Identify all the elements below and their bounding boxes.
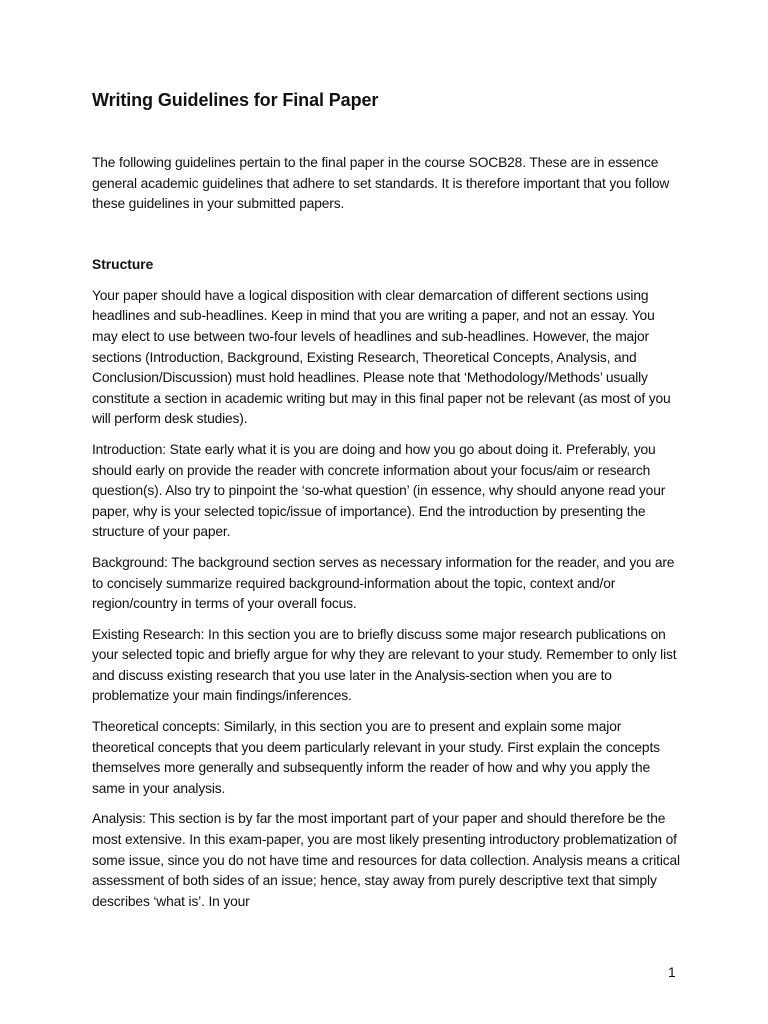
- paragraph-existing-research: Existing Research: In this section you are to briefly discuss some major research publications on your selected topic and briefly argue for why they are relevant to your study. Remember to only list and discuss existing research that you use later in the Analysis-section when you are to problematize your main findings/inferences.: [92, 626, 677, 704]
- paragraph-theoretical-concepts: Theoretical concepts: Similarly, in this section you are to present and explain some major theoretical concepts that you deem particularly relevant in your study. First explain the concepts themselves more generally and subsequently inform the reader of how and why you apply the same in your analysis.: [92, 719, 660, 796]
- intro-paragraph: The following guidelines pertain to the final paper in the course SOCB28. These are in essence general academic guidelines that adhere to set standards. It is therefore important that you follow these guidelines in your submitted papers.: [92, 155, 670, 212]
- structure-heading: Structure: [92, 256, 154, 272]
- document-body: [92, 153, 682, 922]
- paragraph-background: Background: The background section serves as necessary information for the reader, and you are to concisely summarize required background-information about the topic, context and/or region/country in terms of your overall focus.: [92, 554, 675, 612]
- paragraph-analysis: Analysis: This section is by far the most important part of your paper and should therefore be the most extensive. In this exam-paper, you are most likely presenting introductory problematization of some issue, since you do not have time and resources for data collection. Analysis means a critical assessment of both sides of an issue; hence, stay away from purely descriptive text that simply describes ‘what is’. In your: [92, 811, 680, 909]
- paragraph-introduction: Introduction: State early what it is you are doing and how you go about doing it. Preferably, you should early on provide the reader with concrete information about your focus/aim or research question(s). Also try to pinpoint the ‘so-what question’ (in essence, why should anyone read your paper, why is your selected topic/issue of importance). End the introduction by presenting the structure of your paper.: [92, 441, 666, 540]
- page-number: 1: [668, 965, 676, 980]
- document-title: Writing Guidelines for Final Paper: [92, 90, 379, 110]
- paragraph-disposition: Your paper should have a logical disposition with clear demarcation of different sections using headlines and sub-headlines. Keep in mind that you are writing a paper, and not an essay. You may elect to use between two-four levels of headlines and sub-headlines. However, the major sections (Introduction, Background, Existing Research, Theoretical Concepts, Analysis, and Conclusion/Discussion) must hold headlines. Please note that ‘Methodology/Methods’ usually constitute a section in academic writing but may in this final paper not be relevant (as most of you will perform desk studies).: [92, 287, 671, 427]
